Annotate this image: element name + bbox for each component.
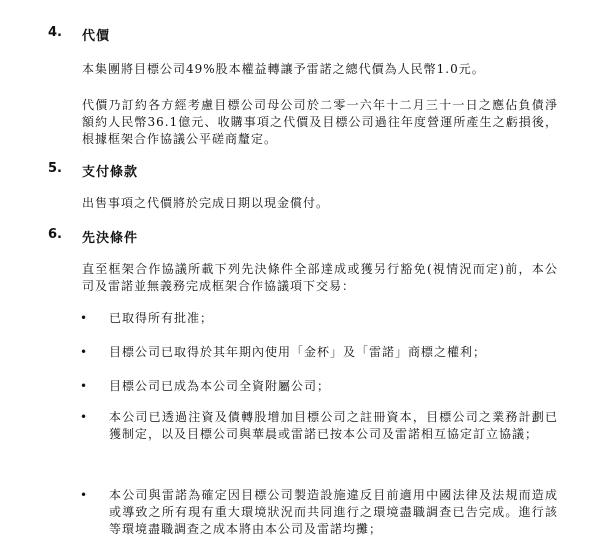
section-4-paragraph-2: 代價乃訂約各方經考慮目標公司母公司於二零一六年十二月三十一日之應佔負債淨額約人民幣36.1億元、收購事項之代價及目標公司過往年度營運所產生之虧損後，根據框架合作協議公平磋商釐定。	[82, 98, 558, 146]
section-4-number: 4.	[48, 25, 62, 40]
section-5-number: 5.	[48, 161, 62, 176]
condition-item-3: 目標公司已成為本公司全資附屬公司；	[109, 379, 331, 393]
section-6-paragraph-1: 直至框架合作協議所載下列先決條件全部達成或獲另行豁免(視情況而定)前，本公司及雷諾並無義務完成框架合作協議項下交易：	[82, 262, 558, 293]
condition-item-1: 已取得所有批准；	[109, 311, 214, 325]
condition-item-2: 目標公司已取得於其年期內使用「金杯」及「雷諾」商標之權利；	[109, 345, 487, 359]
section-4-title: 代價	[82, 29, 111, 44]
section-4-paragraph-1: 本集團將目標公司49%股本權益轉讓予雷諾之總代價為人民幣1.0元。	[82, 62, 485, 76]
bullet-marker: •	[80, 311, 88, 325]
condition-item-4: 本公司已透過注資及債轉股增加目標公司之註冊資本，目標公司之業務計劃已獲制定，以及目標公司與華晨或雷諾已按本公司及雷諾相互協定訂立協議；	[109, 410, 558, 441]
bullet-marker: •	[80, 410, 88, 424]
bullet-marker: •	[80, 488, 88, 502]
condition-item-5: 本公司與雷諾為確定因目標公司製造設施違反目前適用中國法律及法規而造成或導致之所有現有重大環境狀況而共同進行之環境盡職調查已告完成。進行該等環境盡職調查之成本將由本公司及雷諾均攤；	[109, 488, 558, 536]
bullet-marker: •	[80, 379, 88, 393]
bullet-marker: •	[80, 345, 88, 359]
section-6-number: 6.	[48, 227, 62, 242]
section-6-title: 先決條件	[82, 231, 139, 246]
section-5-paragraph-1: 出售事項之代價將於完成日期以現金償付。	[82, 196, 330, 210]
section-5-title: 支付條款	[82, 165, 139, 180]
